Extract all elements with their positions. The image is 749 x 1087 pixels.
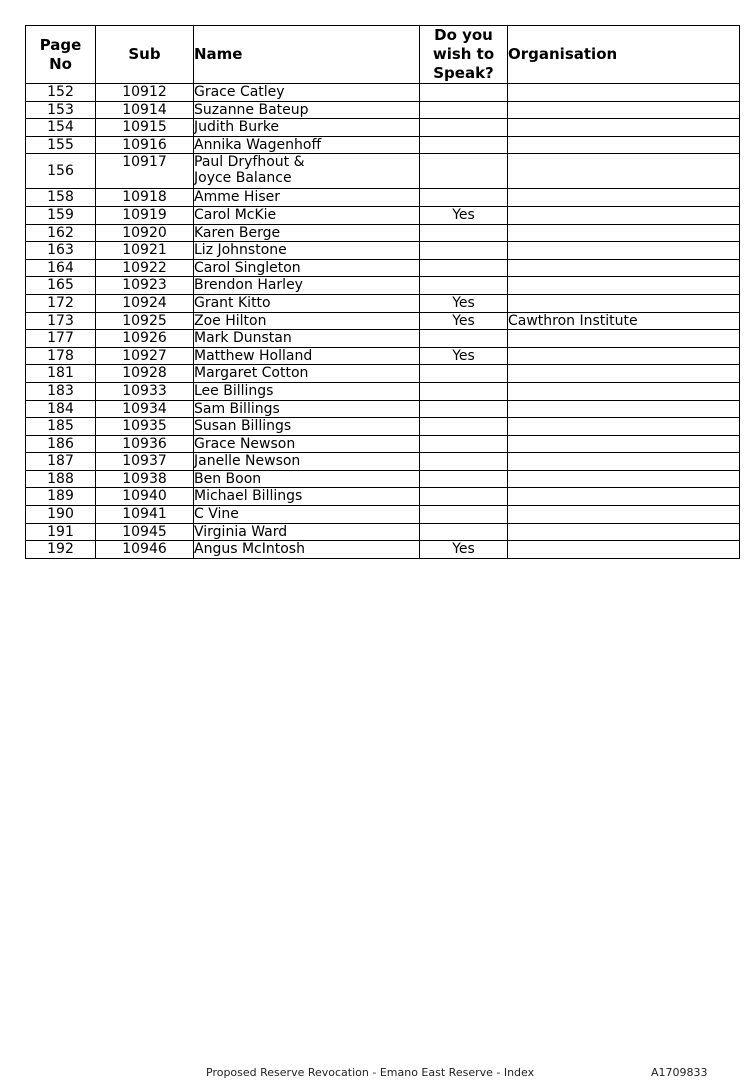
cell-name: Liz Johnstone bbox=[194, 242, 420, 260]
cell-name: Susan Billings bbox=[194, 418, 420, 436]
cell-organisation bbox=[508, 365, 740, 383]
cell-speak bbox=[420, 224, 508, 242]
cell-sub: 10940 bbox=[96, 488, 194, 506]
cell-speak bbox=[420, 154, 508, 189]
table-row bbox=[26, 294, 740, 312]
cell-sub: 10922 bbox=[96, 259, 194, 277]
cell-organisation bbox=[508, 242, 740, 260]
table-row bbox=[26, 101, 740, 119]
cell-sub: 10928 bbox=[96, 365, 194, 383]
cell-organisation bbox=[508, 506, 740, 524]
cell-name: Carol Singleton bbox=[194, 259, 420, 277]
cell-organisation bbox=[508, 453, 740, 471]
table-row bbox=[26, 347, 740, 365]
cell-page: 159 bbox=[26, 206, 96, 224]
cell-speak bbox=[420, 259, 508, 277]
cell-organisation bbox=[508, 277, 740, 295]
cell-organisation bbox=[508, 101, 740, 119]
header-speak-line-3: Speak? bbox=[433, 64, 494, 82]
table-row bbox=[26, 400, 740, 418]
cell-organisation bbox=[508, 347, 740, 365]
cell-speak bbox=[420, 523, 508, 541]
cell-name: Margaret Cotton bbox=[194, 365, 420, 383]
cell-sub: 10927 bbox=[96, 347, 194, 365]
cell-name: Amme Hiser bbox=[194, 189, 420, 207]
submissions-table bbox=[25, 25, 740, 559]
cell-sub: 10941 bbox=[96, 506, 194, 524]
cell-page: 184 bbox=[26, 400, 96, 418]
cell-sub: 10914 bbox=[96, 101, 194, 119]
cell-sub: 10937 bbox=[96, 453, 194, 471]
cell-speak bbox=[420, 435, 508, 453]
cell-speak bbox=[420, 382, 508, 400]
cell-sub: 10936 bbox=[96, 435, 194, 453]
cell-name-line-2: Joyce Balance bbox=[194, 170, 292, 187]
table-row bbox=[26, 84, 740, 102]
cell-speak bbox=[420, 488, 508, 506]
header-speak-line-2: wish to bbox=[432, 45, 495, 63]
cell-speak bbox=[420, 330, 508, 348]
cell-sub: 10938 bbox=[96, 470, 194, 488]
cell-name: Grace Catley bbox=[194, 84, 420, 102]
cell-page: 188 bbox=[26, 470, 96, 488]
cell-organisation: Cawthron Institute bbox=[508, 312, 740, 330]
table-row bbox=[26, 453, 740, 471]
cell-name-line-1: Paul Dryfhout & bbox=[194, 154, 305, 171]
cell-name: Matthew Holland bbox=[194, 347, 420, 365]
cell-speak bbox=[420, 242, 508, 260]
cell-sub: 10920 bbox=[96, 224, 194, 242]
table-row bbox=[26, 136, 740, 154]
header-speak-line-1: Do you bbox=[434, 26, 493, 44]
table-row bbox=[26, 119, 740, 137]
table-row bbox=[26, 330, 740, 348]
cell-page: 178 bbox=[26, 347, 96, 365]
cell-organisation bbox=[508, 400, 740, 418]
cell-sub: 10945 bbox=[96, 523, 194, 541]
cell-speak: Yes bbox=[420, 541, 508, 559]
cell-sub: 10917 bbox=[96, 154, 194, 189]
cell-organisation bbox=[508, 435, 740, 453]
table-row bbox=[26, 277, 740, 295]
cell-organisation bbox=[508, 136, 740, 154]
cell-page: 187 bbox=[26, 453, 96, 471]
cell-name: Grant Kitto bbox=[194, 294, 420, 312]
cell-speak bbox=[420, 365, 508, 383]
table-row bbox=[26, 242, 740, 260]
cell-page: 181 bbox=[26, 365, 96, 383]
cell-page: 163 bbox=[26, 242, 96, 260]
cell-page: 153 bbox=[26, 101, 96, 119]
cell-page: 191 bbox=[26, 523, 96, 541]
cell-organisation bbox=[508, 541, 740, 559]
cell-page: 158 bbox=[26, 189, 96, 207]
header-organisation: Organisation bbox=[508, 26, 740, 84]
cell-speak bbox=[420, 400, 508, 418]
cell-name: Lee Billings bbox=[194, 382, 420, 400]
cell-name: Carol McKie bbox=[194, 206, 420, 224]
table-row bbox=[26, 470, 740, 488]
table-row bbox=[26, 523, 740, 541]
header-sub: Sub bbox=[96, 26, 194, 84]
cell-sub: 10926 bbox=[96, 330, 194, 348]
cell-page: 189 bbox=[26, 488, 96, 506]
table-row bbox=[26, 312, 740, 330]
cell-name: Mark Dunstan bbox=[194, 330, 420, 348]
table-row bbox=[26, 259, 740, 277]
cell-name bbox=[194, 154, 420, 189]
cell-page: 172 bbox=[26, 294, 96, 312]
cell-speak bbox=[420, 189, 508, 207]
cell-organisation bbox=[508, 224, 740, 242]
cell-page: 164 bbox=[26, 259, 96, 277]
cell-name: C Vine bbox=[194, 506, 420, 524]
cell-organisation bbox=[508, 523, 740, 541]
cell-page: 165 bbox=[26, 277, 96, 295]
cell-page: 192 bbox=[26, 541, 96, 559]
cell-sub: 10946 bbox=[96, 541, 194, 559]
cell-page: 154 bbox=[26, 119, 96, 137]
cell-page: 155 bbox=[26, 136, 96, 154]
cell-name: Suzanne Bateup bbox=[194, 101, 420, 119]
cell-organisation bbox=[508, 294, 740, 312]
cell-name: Karen Berge bbox=[194, 224, 420, 242]
cell-speak bbox=[420, 84, 508, 102]
table-row bbox=[26, 506, 740, 524]
cell-organisation bbox=[508, 119, 740, 137]
cell-speak bbox=[420, 506, 508, 524]
cell-name: Virginia Ward bbox=[194, 523, 420, 541]
table-row bbox=[26, 154, 740, 189]
cell-organisation bbox=[508, 488, 740, 506]
cell-speak: Yes bbox=[420, 294, 508, 312]
cell-speak bbox=[420, 470, 508, 488]
cell-speak: Yes bbox=[420, 347, 508, 365]
cell-name: Sam Billings bbox=[194, 400, 420, 418]
cell-organisation bbox=[508, 470, 740, 488]
cell-name: Grace Newson bbox=[194, 435, 420, 453]
cell-sub: 10923 bbox=[96, 277, 194, 295]
cell-name: Janelle Newson bbox=[194, 453, 420, 471]
header-name: Name bbox=[194, 26, 420, 84]
cell-page: 177 bbox=[26, 330, 96, 348]
table-row bbox=[26, 382, 740, 400]
cell-organisation bbox=[508, 259, 740, 277]
cell-sub: 10915 bbox=[96, 119, 194, 137]
cell-name: Brendon Harley bbox=[194, 277, 420, 295]
cell-page: 186 bbox=[26, 435, 96, 453]
table-row bbox=[26, 488, 740, 506]
cell-sub: 10933 bbox=[96, 382, 194, 400]
cell-organisation bbox=[508, 84, 740, 102]
cell-page: 156 bbox=[26, 154, 96, 189]
cell-speak bbox=[420, 277, 508, 295]
cell-page: 190 bbox=[26, 506, 96, 524]
table-header-row bbox=[26, 26, 740, 84]
table-row bbox=[26, 189, 740, 207]
table-row bbox=[26, 224, 740, 242]
cell-page: 162 bbox=[26, 224, 96, 242]
cell-speak: Yes bbox=[420, 312, 508, 330]
footer-document-reference: A1709833 bbox=[651, 1066, 708, 1079]
footer-document-title: Proposed Reserve Revocation - Emano East Reserve - Index bbox=[206, 1066, 535, 1079]
cell-organisation bbox=[508, 189, 740, 207]
table-row bbox=[26, 206, 740, 224]
table-row bbox=[26, 418, 740, 436]
cell-name: Michael Billings bbox=[194, 488, 420, 506]
cell-sub: 10925 bbox=[96, 312, 194, 330]
cell-sub: 10918 bbox=[96, 189, 194, 207]
cell-name: Judith Burke bbox=[194, 119, 420, 137]
cell-organisation bbox=[508, 206, 740, 224]
header-wish-to-speak bbox=[420, 26, 508, 84]
cell-name: Angus McIntosh bbox=[194, 541, 420, 559]
cell-organisation bbox=[508, 330, 740, 348]
cell-sub: 10935 bbox=[96, 418, 194, 436]
cell-speak bbox=[420, 453, 508, 471]
table-row bbox=[26, 541, 740, 559]
cell-page: 183 bbox=[26, 382, 96, 400]
cell-sub: 10934 bbox=[96, 400, 194, 418]
cell-speak bbox=[420, 418, 508, 436]
cell-sub: 10916 bbox=[96, 136, 194, 154]
cell-name: Zoe Hilton bbox=[194, 312, 420, 330]
cell-page: 152 bbox=[26, 84, 96, 102]
cell-sub: 10924 bbox=[96, 294, 194, 312]
cell-page: 185 bbox=[26, 418, 96, 436]
cell-sub: 10912 bbox=[96, 84, 194, 102]
cell-name: Ben Boon bbox=[194, 470, 420, 488]
cell-speak bbox=[420, 101, 508, 119]
table-row bbox=[26, 435, 740, 453]
cell-name: Annika Wagenhoff bbox=[194, 136, 420, 154]
cell-speak bbox=[420, 119, 508, 137]
cell-organisation bbox=[508, 382, 740, 400]
table-row bbox=[26, 365, 740, 383]
cell-speak: Yes bbox=[420, 206, 508, 224]
cell-sub: 10921 bbox=[96, 242, 194, 260]
header-page-no: Page No bbox=[26, 26, 96, 84]
cell-organisation bbox=[508, 418, 740, 436]
cell-page: 173 bbox=[26, 312, 96, 330]
cell-organisation bbox=[508, 154, 740, 189]
cell-sub: 10919 bbox=[96, 206, 194, 224]
cell-speak bbox=[420, 136, 508, 154]
